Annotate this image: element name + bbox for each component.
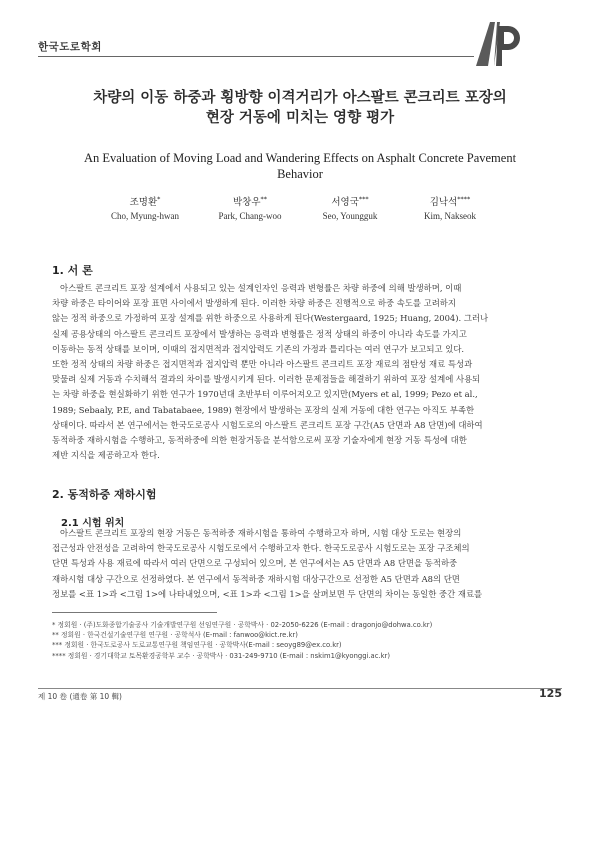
author-mark: ** [260,195,268,203]
author-name-en: Park, Chang-woo [218,211,282,222]
footnote-3: *** 정회원 · 한국도로공사 도로교통연구원 책임연구원 · 공학박사(E-mail : seoyg89@ex.co.kr) [52,641,342,650]
paragraph-line: 또한 정적 상태의 차량 하중은 접지면적과 접지압력 뿐만 아니라 아스팔트 콘크리트 포장 재료의 점탄성 재료 특성과 [52,359,473,370]
paragraph-line: 정보를 <표 1>과 <그림 1>에 나타내었으며, <표 1>과 <그림 1>을 살펴보면 두 단면의 차이는 동일한 중간 재료를 [52,588,483,599]
footnotes [52,620,550,661]
volume-info: 제 10 卷 (通卷 第 10 輯) [38,692,122,701]
author-name-ko: 박창우 [232,197,261,209]
author-name-ko: 조명환 [129,197,158,209]
page-number: 125 [539,687,562,700]
paragraph-line: 동적하중 재하시험을 수행하고, 동적하중에 의한 현장거동을 분석함으로써 포장 기술자에게 현장 거동 특성에 대한 [52,435,467,446]
header-rule [38,56,474,57]
footnote-4: **** 정회원 · 경기대학교 토목환경공학부 교수 · 공학박사 · 031-249-9710 (E-mail : nskim1@kyonggi.ac.kr) [52,651,391,660]
author-list [90,192,510,226]
paragraph-line: 제반 지식을 제공하고자 한다. [52,450,160,461]
author-mark: *** [358,195,369,203]
english-title-line1: An Evaluation of Moving Load and Wandering Effects on Asphalt Concrete Pavement [83,151,517,165]
paragraph-line: 단면 특성과 사용 재료에 따라서 여러 단면으로 구성되어 있으며, 본 연구에서는 A5 단면과 A8 단면을 동적하중 [52,558,458,569]
footer-rule [38,688,562,689]
paragraph-line: 아스팔트 콘크리트 포장의 현장 거동은 동적하중 재하시험을 통하여 수행하고자 하며, 시험 대상 도로는 현장의 [60,528,462,538]
author-3 [295,192,405,223]
introduction-paragraph [52,281,550,463]
paragraph-line: 이동하는 동적 상태를 보이며, 이때의 접지면적과 접지압력도 기존의 가정과 틀리다는 여러 연구가 보고되고 있다. [52,343,465,354]
paragraph-line: 1989; Sebaaly, P.E, and Tabatabaee, 1989) 현장에서 발생하는 포장의 실제 거동에 대한 연구는 아직도 부족한 [52,404,475,415]
section-title-introduction: 1. 서 론 [52,264,93,277]
paragraph-line: 않는 정적 하중으로 가정하여 포장 설계를 위한 하중으로 사용하게 된다(Westergaard, 1925; Huang, 2004). 그러나 [52,313,489,324]
section-title-dynamic-load-test: 2. 동적하중 재하시험 [52,488,157,501]
korean-title-line1: 차량의 이동 하중과 횡방향 이격거리가 아스팔트 콘크리트 포장의 [93,90,507,106]
paragraph-line: 재하시험 대상 구간으로 선정하였다. 본 연구에서 동적하중 재하시험 대상구간으로 선정한 A5 단면과 A8의 단면 [52,573,460,584]
author-mark: * [157,195,161,203]
paragraph-line: 아스팔트 콘크리트 포장 설계에서 사용되고 있는 설계인자인 응력과 변형률은 차량 하중에 의해 발생하며, 이때 [60,283,462,293]
paragraph-line: 상태이다. 따라서 본 연구에서는 한국도로공사 시험도로의 아스팔트 콘크리트 포장 구간(A5 단면과 A8 단면)에 대하여 [52,419,483,430]
journal-name: 한국도로학회 [38,41,102,53]
journal-logo-icon [470,20,526,68]
author-name-en: Cho, Myung-hwan [111,211,179,222]
paragraph-line: 실제 공용상태의 아스팔트 콘크리트 포장에서 발생하는 응력과 변형률은 정적 상태의 하중이 아니라 속도를 가지고 [52,328,467,339]
footnote-1: * 정회원 · (주)도화종합기술공사 기술개발연구원 선임연구원 · 공학박사 · 02-2050-6226 (E-mail : dragonjo@dohwa.co.kr) [52,621,433,629]
paragraph-line: 차량 하중은 타이어와 포장 표면 사이에서 발생하게 된다. 이러한 차량 하중은 진행적으로 하중 속도를 고려하지 [52,298,456,309]
korean-title [40,88,560,128]
subsection-title-test-location: 2.1 시험 위치 [61,518,125,529]
english-title-line2: Behavior [277,167,323,181]
author-name-en: Kim, Nakseok [424,211,476,222]
paragraph-line: 는 차량 하중을 현실화하기 위한 연구가 1970년대 초반부터 이루어져오고 있지만(Myers et al, 1999; Pezo et al., [52,389,478,400]
footnote-rule [52,612,217,613]
english-title [40,150,560,182]
author-1 [90,192,200,223]
korean-title-line2: 현장 거동에 미치는 영향 평가 [205,110,395,126]
author-2 [195,192,305,223]
author-name-en: Seo, Youngguk [322,211,378,222]
author-4 [395,192,505,223]
author-mark: **** [457,195,471,203]
author-name-ko: 김낙석 [429,197,458,209]
author-name-ko: 서영국 [331,197,359,209]
paragraph-line: 접근성과 안전성을 고려하여 한국도로공사 시험도로에서 수행하고자 한다. 한국도로공사 시험도로는 포장 구조체의 [52,543,470,554]
test-location-paragraph [52,526,550,602]
paragraph-line: 맞물려 실제 거동과 수치해석 결과의 차이를 발생시키게 된다. 이러한 문제점들을 해결하기 위하여 포장 설계에 사용되 [52,374,481,385]
footnote-2: ** 정회원 · 한국건설기술연구원 연구원 · 공학석사 (E-mail : fanwoo@kict.re.kr) [52,631,298,640]
